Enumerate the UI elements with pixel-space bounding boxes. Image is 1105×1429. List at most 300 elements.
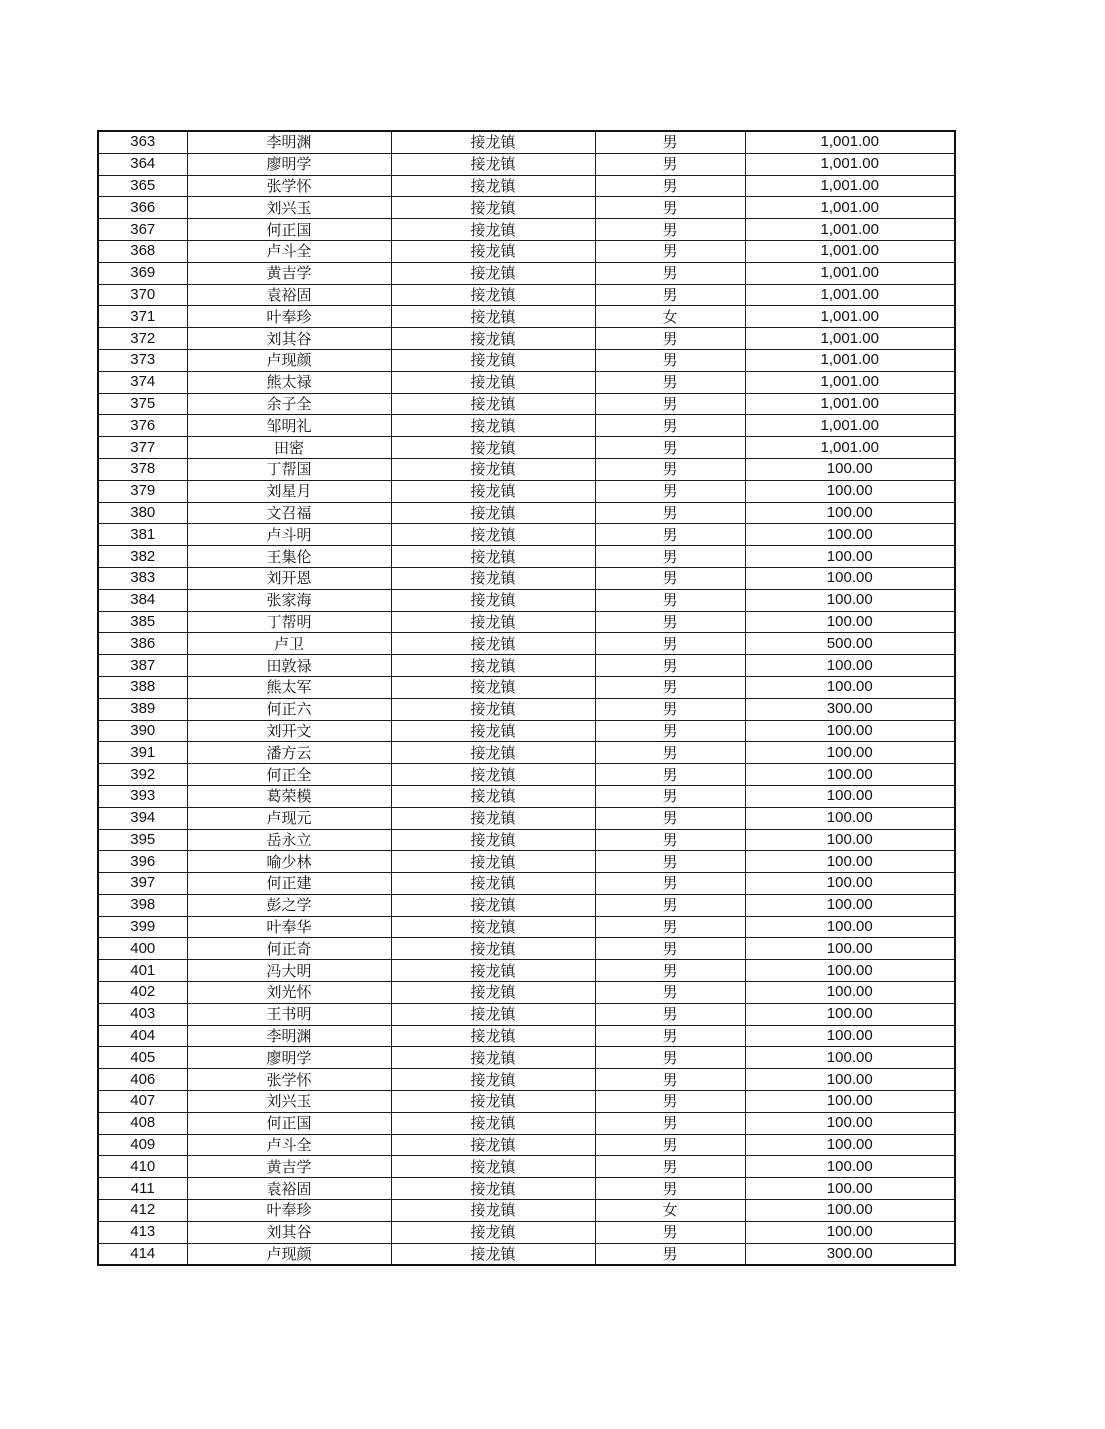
- row-number-cell: 375: [98, 393, 187, 415]
- gender-cell: 男: [595, 567, 745, 589]
- amount-cell: 100.00: [745, 1221, 955, 1243]
- gender-cell: 男: [595, 524, 745, 546]
- town-cell: 接龙镇: [391, 371, 595, 393]
- gender-cell: 男: [595, 938, 745, 960]
- name-cell: 卢卫: [187, 633, 391, 655]
- row-number-cell: 410: [98, 1156, 187, 1178]
- name-cell: 喻少林: [187, 851, 391, 873]
- table-row: [98, 873, 955, 895]
- amount-cell: 100.00: [745, 1178, 955, 1200]
- town-cell: 接龙镇: [391, 328, 595, 350]
- gender-cell: 男: [595, 894, 745, 916]
- row-number-cell: 386: [98, 633, 187, 655]
- row-number-cell: 394: [98, 807, 187, 829]
- gender-cell: 男: [595, 1112, 745, 1134]
- name-cell: 黄吉学: [187, 262, 391, 284]
- table-row: [98, 1091, 955, 1113]
- table-row: [98, 240, 955, 262]
- town-cell: 接龙镇: [391, 567, 595, 589]
- name-cell: 熊太禄: [187, 371, 391, 393]
- name-cell: 卢现元: [187, 807, 391, 829]
- name-cell: 黄吉学: [187, 1156, 391, 1178]
- amount-cell: 100.00: [745, 1112, 955, 1134]
- name-cell: 田密: [187, 437, 391, 459]
- amount-cell: 100.00: [745, 546, 955, 568]
- name-cell: 张家海: [187, 589, 391, 611]
- amount-cell: 100.00: [745, 785, 955, 807]
- town-cell: 接龙镇: [391, 480, 595, 502]
- row-number-cell: 367: [98, 219, 187, 241]
- gender-cell: 男: [595, 502, 745, 524]
- gender-cell: 男: [595, 437, 745, 459]
- name-cell: 刘其谷: [187, 1221, 391, 1243]
- table-row: [98, 982, 955, 1004]
- amount-cell: 1,001.00: [745, 437, 955, 459]
- row-number-cell: 397: [98, 873, 187, 895]
- town-cell: 接龙镇: [391, 873, 595, 895]
- row-number-cell: 405: [98, 1047, 187, 1069]
- row-number-cell: 369: [98, 262, 187, 284]
- table-row: [98, 589, 955, 611]
- row-number-cell: 414: [98, 1243, 187, 1265]
- amount-cell: 100.00: [745, 916, 955, 938]
- gender-cell: 男: [595, 742, 745, 764]
- amount-cell: 100.00: [745, 589, 955, 611]
- town-cell: 接龙镇: [391, 349, 595, 371]
- town-cell: 接龙镇: [391, 262, 595, 284]
- town-cell: 接龙镇: [391, 1221, 595, 1243]
- town-cell: 接龙镇: [391, 1178, 595, 1200]
- table-row: [98, 807, 955, 829]
- town-cell: 接龙镇: [391, 1134, 595, 1156]
- name-cell: 丁帮明: [187, 611, 391, 633]
- name-cell: 叶奉珍: [187, 1200, 391, 1222]
- row-number-cell: 377: [98, 437, 187, 459]
- amount-cell: 100.00: [745, 1156, 955, 1178]
- name-cell: 何正建: [187, 873, 391, 895]
- gender-cell: 男: [595, 393, 745, 415]
- name-cell: 熊太军: [187, 676, 391, 698]
- town-cell: 接龙镇: [391, 240, 595, 262]
- amount-cell: 100.00: [745, 458, 955, 480]
- table-row: [98, 284, 955, 306]
- table-row: [98, 458, 955, 480]
- row-number-cell: 404: [98, 1025, 187, 1047]
- amount-cell: 1,001.00: [745, 393, 955, 415]
- row-number-cell: 393: [98, 785, 187, 807]
- town-cell: 接龙镇: [391, 785, 595, 807]
- town-cell: 接龙镇: [391, 807, 595, 829]
- town-cell: 接龙镇: [391, 219, 595, 241]
- row-number-cell: 391: [98, 742, 187, 764]
- name-cell: 张学怀: [187, 1069, 391, 1091]
- name-cell: 刘光怀: [187, 982, 391, 1004]
- row-number-cell: 363: [98, 131, 187, 153]
- town-cell: 接龙镇: [391, 415, 595, 437]
- amount-cell: 500.00: [745, 633, 955, 655]
- town-cell: 接龙镇: [391, 720, 595, 742]
- table-row: [98, 153, 955, 175]
- town-cell: 接龙镇: [391, 938, 595, 960]
- table-row: [98, 829, 955, 851]
- name-cell: 岳永立: [187, 829, 391, 851]
- row-number-cell: 401: [98, 960, 187, 982]
- gender-cell: 男: [595, 611, 745, 633]
- table-row: [98, 197, 955, 219]
- name-cell: 王书明: [187, 1003, 391, 1025]
- table-row: [98, 502, 955, 524]
- table-row: [98, 262, 955, 284]
- table-row: [98, 546, 955, 568]
- row-number-cell: 411: [98, 1178, 187, 1200]
- amount-cell: 1,001.00: [745, 284, 955, 306]
- table-row: [98, 851, 955, 873]
- name-cell: 刘星月: [187, 480, 391, 502]
- gender-cell: 男: [595, 982, 745, 1004]
- gender-cell: 男: [595, 589, 745, 611]
- table-row: [98, 480, 955, 502]
- table-row: [98, 1156, 955, 1178]
- gender-cell: 男: [595, 764, 745, 786]
- town-cell: 接龙镇: [391, 633, 595, 655]
- town-cell: 接龙镇: [391, 829, 595, 851]
- town-cell: 接龙镇: [391, 458, 595, 480]
- amount-cell: 1,001.00: [745, 349, 955, 371]
- town-cell: 接龙镇: [391, 502, 595, 524]
- table-row: [98, 306, 955, 328]
- name-cell: 余子全: [187, 393, 391, 415]
- name-cell: 李明渊: [187, 131, 391, 153]
- town-cell: 接龙镇: [391, 764, 595, 786]
- name-cell: 李明渊: [187, 1025, 391, 1047]
- gender-cell: 男: [595, 1156, 745, 1178]
- table-row: [98, 371, 955, 393]
- town-cell: 接龙镇: [391, 1200, 595, 1222]
- amount-cell: 100.00: [745, 764, 955, 786]
- table-row: [98, 785, 955, 807]
- name-cell: 卢现颜: [187, 349, 391, 371]
- name-cell: 廖明学: [187, 1047, 391, 1069]
- name-cell: 刘其谷: [187, 328, 391, 350]
- gender-cell: 男: [595, 633, 745, 655]
- amount-cell: 1,001.00: [745, 262, 955, 284]
- gender-cell: 女: [595, 306, 745, 328]
- name-cell: 叶奉华: [187, 916, 391, 938]
- name-cell: 葛荣模: [187, 785, 391, 807]
- gender-cell: 男: [595, 371, 745, 393]
- row-number-cell: 402: [98, 982, 187, 1004]
- name-cell: 冯大明: [187, 960, 391, 982]
- amount-cell: 1,001.00: [745, 153, 955, 175]
- amount-cell: 300.00: [745, 1243, 955, 1265]
- table-row: [98, 1200, 955, 1222]
- row-number-cell: 366: [98, 197, 187, 219]
- gender-cell: 男: [595, 131, 745, 153]
- name-cell: 邹明礼: [187, 415, 391, 437]
- row-number-cell: 399: [98, 916, 187, 938]
- table-row: [98, 1221, 955, 1243]
- name-cell: 丁帮国: [187, 458, 391, 480]
- table-row: [98, 916, 955, 938]
- town-cell: 接龙镇: [391, 1047, 595, 1069]
- town-cell: 接龙镇: [391, 611, 595, 633]
- amount-cell: 100.00: [745, 1069, 955, 1091]
- row-number-cell: 390: [98, 720, 187, 742]
- amount-cell: 100.00: [745, 676, 955, 698]
- amount-cell: 100.00: [745, 1003, 955, 1025]
- amount-cell: 100.00: [745, 524, 955, 546]
- row-number-cell: 368: [98, 240, 187, 262]
- amount-cell: 100.00: [745, 829, 955, 851]
- amount-cell: 100.00: [745, 851, 955, 873]
- row-number-cell: 400: [98, 938, 187, 960]
- town-cell: 接龙镇: [391, 1243, 595, 1265]
- row-number-cell: 382: [98, 546, 187, 568]
- gender-cell: 男: [595, 807, 745, 829]
- row-number-cell: 389: [98, 698, 187, 720]
- name-cell: 刘开恩: [187, 567, 391, 589]
- table-row: [98, 175, 955, 197]
- amount-cell: 1,001.00: [745, 219, 955, 241]
- row-number-cell: 413: [98, 1221, 187, 1243]
- gender-cell: 男: [595, 546, 745, 568]
- table-row: [98, 1243, 955, 1265]
- town-cell: 接龙镇: [391, 1003, 595, 1025]
- amount-cell: 1,001.00: [745, 306, 955, 328]
- name-cell: 王集伦: [187, 546, 391, 568]
- table-row: [98, 1047, 955, 1069]
- row-number-cell: 373: [98, 349, 187, 371]
- table-row: [98, 1134, 955, 1156]
- table-row: [98, 676, 955, 698]
- gender-cell: 男: [595, 1069, 745, 1091]
- gender-cell: 男: [595, 960, 745, 982]
- table-row: [98, 415, 955, 437]
- name-cell: 刘兴玉: [187, 1091, 391, 1113]
- name-cell: 袁裕固: [187, 284, 391, 306]
- amount-cell: 1,001.00: [745, 197, 955, 219]
- row-number-cell: 388: [98, 676, 187, 698]
- gender-cell: 男: [595, 1003, 745, 1025]
- amount-cell: 100.00: [745, 1091, 955, 1113]
- name-cell: 刘开文: [187, 720, 391, 742]
- gender-cell: 男: [595, 219, 745, 241]
- town-cell: 接龙镇: [391, 960, 595, 982]
- table-row: [98, 742, 955, 764]
- town-cell: 接龙镇: [391, 546, 595, 568]
- gender-cell: 男: [595, 851, 745, 873]
- gender-cell: 男: [595, 349, 745, 371]
- row-number-cell: 379: [98, 480, 187, 502]
- gender-cell: 男: [595, 328, 745, 350]
- name-cell: 何正六: [187, 698, 391, 720]
- table-row: [98, 611, 955, 633]
- amount-cell: 1,001.00: [745, 328, 955, 350]
- table-row: [98, 655, 955, 677]
- amount-cell: 1,001.00: [745, 371, 955, 393]
- gender-cell: 女: [595, 1200, 745, 1222]
- town-cell: 接龙镇: [391, 284, 595, 306]
- name-cell: 何正奇: [187, 938, 391, 960]
- row-number-cell: 385: [98, 611, 187, 633]
- table-row: [98, 1069, 955, 1091]
- gender-cell: 男: [595, 1025, 745, 1047]
- table-row: [98, 328, 955, 350]
- name-cell: 田敦禄: [187, 655, 391, 677]
- amount-cell: 100.00: [745, 502, 955, 524]
- gender-cell: 男: [595, 1243, 745, 1265]
- row-number-cell: 392: [98, 764, 187, 786]
- town-cell: 接龙镇: [391, 1156, 595, 1178]
- amount-cell: 1,001.00: [745, 415, 955, 437]
- table-body: [98, 131, 955, 1265]
- gender-cell: 男: [595, 1091, 745, 1113]
- row-number-cell: 396: [98, 851, 187, 873]
- row-number-cell: 376: [98, 415, 187, 437]
- row-number-cell: 384: [98, 589, 187, 611]
- amount-cell: 100.00: [745, 873, 955, 895]
- amount-cell: 100.00: [745, 960, 955, 982]
- amount-cell: 100.00: [745, 807, 955, 829]
- table-row: [98, 524, 955, 546]
- row-number-cell: 365: [98, 175, 187, 197]
- gender-cell: 男: [595, 676, 745, 698]
- name-cell: 袁裕固: [187, 1178, 391, 1200]
- town-cell: 接龙镇: [391, 175, 595, 197]
- town-cell: 接龙镇: [391, 437, 595, 459]
- row-number-cell: 374: [98, 371, 187, 393]
- amount-cell: 100.00: [745, 567, 955, 589]
- table-row: [98, 131, 955, 153]
- gender-cell: 男: [595, 916, 745, 938]
- amount-cell: 100.00: [745, 982, 955, 1004]
- amount-cell: 100.00: [745, 720, 955, 742]
- amount-cell: 100.00: [745, 1134, 955, 1156]
- row-number-cell: 383: [98, 567, 187, 589]
- name-cell: 何正全: [187, 764, 391, 786]
- town-cell: 接龙镇: [391, 306, 595, 328]
- row-number-cell: 364: [98, 153, 187, 175]
- table-row: [98, 1178, 955, 1200]
- table-row: [98, 219, 955, 241]
- name-cell: 彭之学: [187, 894, 391, 916]
- amount-cell: 100.00: [745, 1200, 955, 1222]
- amount-cell: 100.00: [745, 938, 955, 960]
- town-cell: 接龙镇: [391, 1025, 595, 1047]
- row-number-cell: 412: [98, 1200, 187, 1222]
- town-cell: 接龙镇: [391, 1112, 595, 1134]
- row-number-cell: 371: [98, 306, 187, 328]
- table-row: [98, 1025, 955, 1047]
- table-row: [98, 349, 955, 371]
- amount-cell: 100.00: [745, 655, 955, 677]
- table-row: [98, 393, 955, 415]
- row-number-cell: 408: [98, 1112, 187, 1134]
- name-cell: 卢斗明: [187, 524, 391, 546]
- row-number-cell: 407: [98, 1091, 187, 1113]
- name-cell: 卢斗全: [187, 1134, 391, 1156]
- row-number-cell: 370: [98, 284, 187, 306]
- gender-cell: 男: [595, 480, 745, 502]
- gender-cell: 男: [595, 829, 745, 851]
- table-row: [98, 698, 955, 720]
- town-cell: 接龙镇: [391, 698, 595, 720]
- row-number-cell: 381: [98, 524, 187, 546]
- name-cell: 廖明学: [187, 153, 391, 175]
- amount-cell: 300.00: [745, 698, 955, 720]
- row-number-cell: 378: [98, 458, 187, 480]
- town-cell: 接龙镇: [391, 894, 595, 916]
- amount-cell: 100.00: [745, 480, 955, 502]
- row-number-cell: 380: [98, 502, 187, 524]
- amount-cell: 100.00: [745, 742, 955, 764]
- gender-cell: 男: [595, 284, 745, 306]
- gender-cell: 男: [595, 698, 745, 720]
- amount-cell: 100.00: [745, 611, 955, 633]
- town-cell: 接龙镇: [391, 153, 595, 175]
- table-row: [98, 633, 955, 655]
- name-cell: 卢现颜: [187, 1243, 391, 1265]
- amount-cell: 1,001.00: [745, 175, 955, 197]
- town-cell: 接龙镇: [391, 982, 595, 1004]
- name-cell: 潘方云: [187, 742, 391, 764]
- gender-cell: 男: [595, 720, 745, 742]
- town-cell: 接龙镇: [391, 197, 595, 219]
- row-number-cell: 406: [98, 1069, 187, 1091]
- row-number-cell: 398: [98, 894, 187, 916]
- town-cell: 接龙镇: [391, 851, 595, 873]
- gender-cell: 男: [595, 1047, 745, 1069]
- gender-cell: 男: [595, 1178, 745, 1200]
- table-row: [98, 720, 955, 742]
- gender-cell: 男: [595, 240, 745, 262]
- gender-cell: 男: [595, 458, 745, 480]
- name-cell: 何正国: [187, 219, 391, 241]
- amount-cell: 1,001.00: [745, 131, 955, 153]
- gender-cell: 男: [595, 415, 745, 437]
- town-cell: 接龙镇: [391, 393, 595, 415]
- row-number-cell: 372: [98, 328, 187, 350]
- town-cell: 接龙镇: [391, 131, 595, 153]
- name-cell: 叶奉珍: [187, 306, 391, 328]
- table-row: [98, 567, 955, 589]
- amount-cell: 100.00: [745, 894, 955, 916]
- town-cell: 接龙镇: [391, 676, 595, 698]
- table-row: [98, 960, 955, 982]
- row-number-cell: 395: [98, 829, 187, 851]
- table-row: [98, 764, 955, 786]
- gender-cell: 男: [595, 197, 745, 219]
- town-cell: 接龙镇: [391, 655, 595, 677]
- table-row: [98, 1003, 955, 1025]
- name-cell: 何正国: [187, 1112, 391, 1134]
- amount-cell: 100.00: [745, 1025, 955, 1047]
- name-cell: 刘兴玉: [187, 197, 391, 219]
- gender-cell: 男: [595, 1134, 745, 1156]
- table-row: [98, 437, 955, 459]
- gender-cell: 男: [595, 262, 745, 284]
- amount-cell: 100.00: [745, 1047, 955, 1069]
- town-cell: 接龙镇: [391, 742, 595, 764]
- town-cell: 接龙镇: [391, 1091, 595, 1113]
- town-cell: 接龙镇: [391, 916, 595, 938]
- gender-cell: 男: [595, 175, 745, 197]
- town-cell: 接龙镇: [391, 1069, 595, 1091]
- row-number-cell: 403: [98, 1003, 187, 1025]
- name-cell: 文召福: [187, 502, 391, 524]
- name-cell: 卢斗全: [187, 240, 391, 262]
- gender-cell: 男: [595, 153, 745, 175]
